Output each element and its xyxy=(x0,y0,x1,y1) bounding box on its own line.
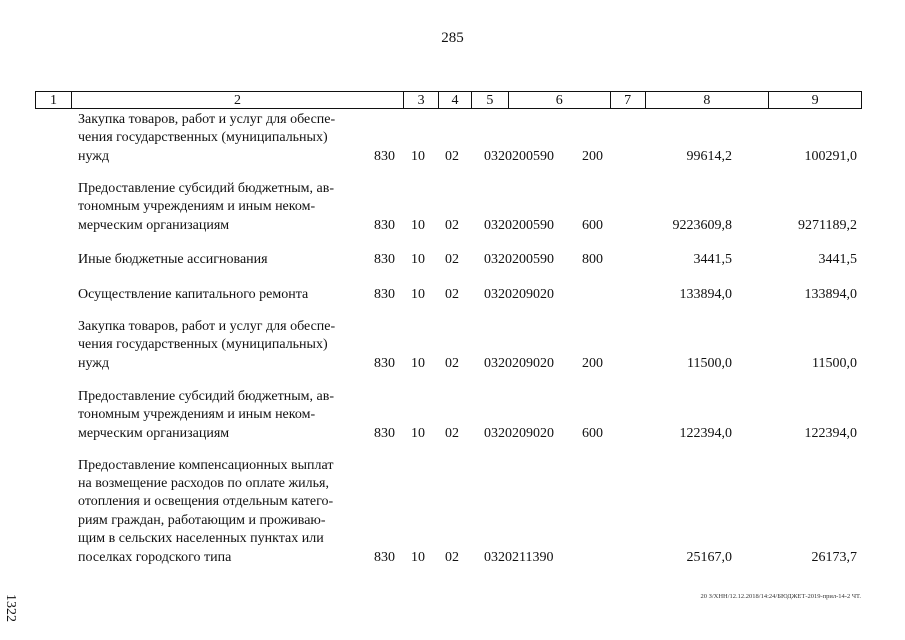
cell-subsection: 02 xyxy=(445,355,459,371)
table-row xyxy=(35,111,862,166)
cell-target-article: 0320209020 xyxy=(484,425,554,441)
row-description: Предоставление субсидий бюджетным, ав- тономным учреждениям и иным неком- мерческим организациям xyxy=(78,388,334,441)
cell-amount-year1: 3441,5 xyxy=(693,251,732,267)
cell-amount-year1: 133894,0 xyxy=(679,286,732,302)
table-header-row xyxy=(35,91,862,109)
cell-ministry: 830 xyxy=(374,286,395,302)
cell-amount-year2: 9271189,2 xyxy=(798,217,857,233)
cell-target-article: 0320209020 xyxy=(484,355,554,371)
cell-amount-year1: 99614,2 xyxy=(686,148,732,164)
header-col-2: 2 xyxy=(72,92,404,108)
row-description: Закупка товаров, работ и услуг для обеспе- чения государственных (муниципальных) нужд xyxy=(78,318,336,371)
cell-expense-type: 800 xyxy=(582,251,603,267)
header-col-6: 6 xyxy=(509,92,611,108)
cell-amount-year1: 25167,0 xyxy=(686,549,732,565)
header-col-9: 9 xyxy=(811,93,819,108)
cell-target-article: 0320211390 xyxy=(484,549,554,565)
cell-section: 10 xyxy=(411,251,425,267)
cell-target-article: 0320200590 xyxy=(484,251,554,267)
cell-target-article: 0320200590 xyxy=(484,148,554,164)
cell-subsection: 02 xyxy=(445,549,459,565)
page-number: 285 xyxy=(441,30,464,46)
cell-amount-year2: 11500,0 xyxy=(812,355,857,371)
header-col-5: 5 xyxy=(472,92,509,108)
cell-amount-year2: 26173,7 xyxy=(811,549,857,565)
cell-section: 10 xyxy=(411,217,425,233)
row-description: Осуществление капитального ремонта xyxy=(78,286,309,302)
cell-ministry: 830 xyxy=(374,217,395,233)
row-description: Закупка товаров, работ и услуг для обеспе- чения государственных (муниципальных) нужд xyxy=(78,111,336,164)
cell-subsection: 02 xyxy=(445,251,459,267)
cell-section: 10 xyxy=(411,355,425,371)
table-row xyxy=(35,457,862,567)
cell-amount-year1: 9223609,8 xyxy=(672,217,732,233)
footer-stamp: 20 З/ХНН/12.12.2018/14:24/БЮДЖЕТ-2019-прил-14-2 ЧТ. xyxy=(700,593,861,600)
cell-section: 10 xyxy=(411,148,425,164)
table-row xyxy=(35,388,862,443)
cell-subsection: 02 xyxy=(445,286,459,302)
cell-ministry: 830 xyxy=(374,251,395,267)
cell-expense-type: 600 xyxy=(582,217,603,233)
cell-target-article: 0320209020 xyxy=(484,286,554,302)
header-col-8: 8 xyxy=(646,92,770,108)
header-col-4: 4 xyxy=(439,92,472,108)
row-description: Предоставление субсидий бюджетным, ав- тономным учреждениям и иным неком- мерческим организациям xyxy=(78,180,334,233)
cell-ministry: 830 xyxy=(374,549,395,565)
cell-amount-year2: 100291,0 xyxy=(804,148,857,164)
header-col-1: 1 xyxy=(36,92,72,108)
cell-amount-year2: 133894,0 xyxy=(804,286,857,302)
cell-target-article: 0320200590 xyxy=(484,217,554,233)
header-col-7: 7 xyxy=(611,92,646,108)
cell-expense-type: 600 xyxy=(582,425,603,441)
cell-ministry: 830 xyxy=(374,148,395,164)
cell-section: 10 xyxy=(411,286,425,302)
cell-section: 10 xyxy=(411,425,425,441)
cell-amount-year2: 122394,0 xyxy=(804,425,857,441)
cell-expense-type: 200 xyxy=(582,148,603,164)
cell-amount-year1: 122394,0 xyxy=(679,425,732,441)
side-page-number-text: 1322 xyxy=(3,594,18,622)
cell-section: 10 xyxy=(411,549,425,565)
cell-subsection: 02 xyxy=(445,217,459,233)
cell-subsection: 02 xyxy=(445,425,459,441)
cell-amount-year2: 3441,5 xyxy=(818,251,857,267)
table-row xyxy=(35,285,862,304)
header-col-3: 3 xyxy=(404,92,439,108)
cell-ministry: 830 xyxy=(374,425,395,441)
table-row xyxy=(35,250,862,269)
table-row xyxy=(35,318,862,373)
cell-subsection: 02 xyxy=(445,148,459,164)
cell-expense-type: 200 xyxy=(582,355,603,371)
table-row xyxy=(35,180,862,235)
cell-ministry: 830 xyxy=(374,355,395,371)
row-description: Предоставление компенсационных выплат на возмещение расходов по оплате жилья, отопления и освещения отдельным катего- риям граждан, работающим и проживаю- щим в сельских населенных пунктах или поселках городского типа xyxy=(78,457,334,565)
side-page-number xyxy=(0,594,22,624)
cell-amount-year1: 11500,0 xyxy=(687,355,732,371)
row-description: Иные бюджетные ассигнования xyxy=(78,251,268,267)
